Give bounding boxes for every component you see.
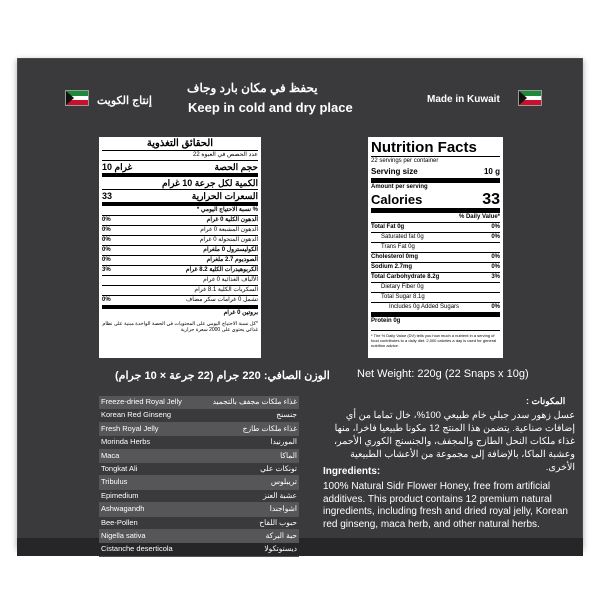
nutrient-label: بروتين 0 غرام [223, 310, 258, 316]
amount-row [102, 173, 258, 189]
servings-text: عدد الحصص في العبوة 22 [193, 152, 258, 158]
kuwait-flag-icon [65, 90, 89, 106]
ingredient-name-arabic: جنسنج [276, 410, 297, 420]
nutrient-row [371, 312, 500, 326]
nutrient-rows [368, 222, 503, 326]
storage-arabic: يحفظ في مكان بارد وجاف [187, 81, 318, 95]
ingredients-text-english: 100% Natural Sidr Flower Honey, free from artificial additives. This product contains 12 premium natural ingredients, including fresh and dried royal jelly, Korean red ginseng, maca herb, and other natural herbs. [323, 481, 568, 530]
nutrient-dv: 0% [102, 257, 111, 263]
ingredient-name-english: Morinda Herbs [101, 437, 151, 447]
ingredient-name-arabic: عشبة العنز [263, 490, 297, 500]
ingredient-name-english: Cistanche deserticola [101, 544, 173, 554]
nutrient-row [102, 235, 258, 245]
ingredient-row [99, 450, 299, 463]
nutrient-dv: 0% [491, 254, 500, 260]
nutrition-panel-english [368, 137, 503, 358]
ingredient-name-arabic: المورنيدا [270, 437, 297, 447]
ingredient-row [99, 423, 299, 436]
ingredient-row [99, 396, 299, 409]
nutrient-dv: 0% [102, 217, 111, 223]
ingredient-name-arabic: تونكات علي [260, 463, 297, 473]
nutrition-panel-arabic [99, 137, 261, 358]
nutrient-row [371, 232, 500, 242]
ingredient-row [99, 503, 299, 516]
panel-title: Nutrition Facts [371, 139, 477, 156]
nutrient-label: الكوليسترول 0 ملغرام [203, 247, 258, 253]
panel-title: الحقائق التغذوية [102, 137, 258, 151]
ingredient-name-arabic: الماكا [280, 450, 297, 460]
nutrient-row [371, 242, 500, 252]
nutrient-dv: 0% [102, 237, 111, 243]
ingredient-name-arabic: حبة البركة [265, 530, 297, 540]
net-weight-english: Net Weight: 220g (22 Snaps x 10g) [357, 368, 529, 380]
nutrient-label: Cholesterol 0mg [371, 254, 419, 260]
nutrient-label: Sodium 2.7mg [371, 264, 413, 270]
net-weight-arabic: الوزن الصافي: 220 جرام (22 جرعة × 10 جرام) [115, 370, 330, 382]
nutrient-row [371, 262, 500, 272]
nutrient-label: الألياف الغذائية 0 غرام [203, 277, 258, 283]
ingredient-name-english: Tongkat Ali [101, 463, 138, 473]
amount-label: الكمية لكل جرعة 10 غرام [162, 178, 258, 188]
serving-size-row [102, 160, 258, 173]
nutrient-label: الدهون المشبعة 0 غرام [200, 227, 258, 233]
ingredient-name-english: Epimedium [101, 490, 139, 500]
nutrient-dv: 0% [102, 297, 111, 303]
calories-value: 33 [482, 191, 500, 208]
ingredient-name-english: Fresh Royal Jelly [101, 423, 159, 433]
ingredient-name-arabic: حبوب اللقاح [259, 517, 297, 527]
nutrient-row [102, 215, 258, 225]
ingredient-name-arabic: ديستوتكولا [264, 544, 297, 554]
nutrient-row [371, 302, 500, 312]
servings-row [371, 156, 500, 166]
ingredient-name-english: Ashwagandh [101, 504, 145, 514]
nutrient-row [102, 225, 258, 235]
nutrient-row [102, 275, 258, 285]
servings-row [102, 151, 258, 160]
nutrient-row [102, 265, 258, 275]
dv-header [102, 202, 258, 215]
ingredient-row [99, 476, 299, 489]
servings-text: 22 servings per container [371, 158, 439, 164]
nutrient-dv: 0% [491, 234, 500, 240]
nutrient-label: الدهون الكلية 0 غرام [206, 217, 258, 223]
nutrient-label: Trans Fat 0g [381, 244, 415, 250]
ingredient-name-arabic: تريبلوس [270, 477, 297, 487]
ingredient-name-english: Korean Red Ginseng [101, 410, 172, 420]
ingredients-text-arabic: عسل زهور سدر جبلي خام طبيعي 100%، خال تماما من أي إضافات صناعية. يتضمن هذا المنتج 12 مكونا طبيعيا فاخرا، منها غذاء ملكات النحل الطازج والمجفف، والجنسنج الكوري الأحمر، وعشبة الماكا، بالإضافة إلى مجموعة من الأعشاب الطبيعية الأخرى. [333, 410, 575, 473]
nutrient-dv: 0% [491, 304, 500, 310]
ingredient-name-arabic: غذاء ملكات مجفف بالتجميد [212, 397, 297, 406]
ingredients-table [99, 396, 299, 557]
ingredients-title-english: Ingredients: [323, 466, 381, 477]
nutrient-label: Includes 0g Added Sugars [389, 304, 460, 310]
made-in-label: Made in Kuwait [427, 94, 500, 105]
ingredient-row [99, 530, 299, 543]
ingredient-row [99, 463, 299, 476]
nutrient-rows [99, 215, 261, 318]
ingredient-name-arabic: غذاء ملكات طازج [242, 423, 297, 433]
serving-size-value: 10 غرام [102, 162, 133, 172]
footnote: * The % Daily Value (DV) tells you how much a nutrient in a serving of food contributes to a daily diet. 2,000 calories a day is used for general nutrition advice. [371, 330, 500, 348]
serving-size-label: Serving size [371, 167, 418, 176]
dv-label: % Daily Value* [458, 214, 500, 220]
serving-size-label: حجم الحصة [214, 162, 258, 172]
footnote: *كل نسبة الاحتياج اليومي على المحتويات في الحصة الواحدة مبنية على نظام غذائي يحتوي على 2000 سعرة حرارية [102, 321, 258, 333]
nutrient-dv: 3% [102, 267, 111, 273]
calories-row [371, 192, 500, 208]
calories-label: السعرات الحرارية [191, 191, 258, 201]
made-in-arabic: إنتاج الكويت [97, 95, 152, 107]
calories-value: 33 [102, 191, 113, 201]
nutrient-label: الكربوهيدرات الكلية 8.2 غرام [185, 267, 258, 273]
nutrient-label: Total Fat 0g [371, 224, 405, 230]
nutrient-label: السكريات الكلية 8.1 غرام [194, 287, 258, 293]
nutrient-row [371, 292, 500, 302]
ingredient-name-english: Nigella sativa [101, 530, 146, 540]
ingredient-name-arabic: اشواجندا [269, 504, 297, 514]
nutrient-row [102, 255, 258, 265]
nutrient-dv: 0% [102, 247, 111, 253]
ingredient-row [99, 517, 299, 530]
nutrient-dv: 0% [491, 224, 500, 230]
dv-label: % نسبة الاحتياج اليومي * [196, 207, 258, 213]
ingredients-title-arabic: المكونات : [526, 396, 566, 406]
nutrient-row [371, 272, 500, 282]
nutrient-dv: 0% [491, 264, 500, 270]
nutrient-row [371, 282, 500, 292]
ingredient-row [99, 409, 299, 422]
ingredient-row [99, 436, 299, 449]
nutrient-dv: 0% [102, 227, 111, 233]
nutrient-row [371, 252, 500, 262]
calories-label: Calories [371, 192, 423, 207]
nutrient-label: Dietary Fiber 0g [381, 284, 424, 290]
nutrient-label: Total Sugar 8.1g [381, 294, 425, 300]
nutrient-label: Total Carbohydrate 8.2g [371, 274, 440, 280]
nutrient-row [102, 295, 258, 305]
storage-english: Keep in cold and dry place [188, 100, 353, 115]
calories-row [102, 189, 258, 202]
nutrient-label: Saturated fat 0g [381, 234, 424, 240]
nutrient-row [102, 245, 258, 255]
nutrient-row [371, 222, 500, 232]
ingredient-name-english: Tribulus [101, 477, 128, 487]
ingredient-name-english: Bee-Pollen [101, 517, 138, 527]
nutrient-label: الصوديوم 2.7 ملغرام [206, 257, 258, 263]
serving-size-row [371, 166, 500, 178]
amount-row [371, 178, 500, 192]
nutrient-label: الدهون المتحولة 0 غرام [199, 237, 258, 243]
nutrient-label: Protein 0g [371, 318, 401, 324]
kuwait-flag-icon [518, 90, 542, 106]
nutrient-label: تشمل 0 غرامات سكر مضاف [186, 297, 258, 303]
dv-header [371, 208, 500, 222]
ingredient-row [99, 543, 299, 556]
amount-label: Amount per serving [371, 184, 428, 190]
ingredient-row [99, 490, 299, 503]
ingredient-name-english: Freeze-dried Royal Jelly [101, 397, 182, 406]
ingredient-name-english: Maca [101, 450, 120, 460]
serving-size-value: 10 g [483, 167, 500, 176]
nutrient-dv: 3% [491, 274, 500, 280]
nutrient-row [102, 305, 258, 318]
nutrient-row [102, 285, 258, 295]
